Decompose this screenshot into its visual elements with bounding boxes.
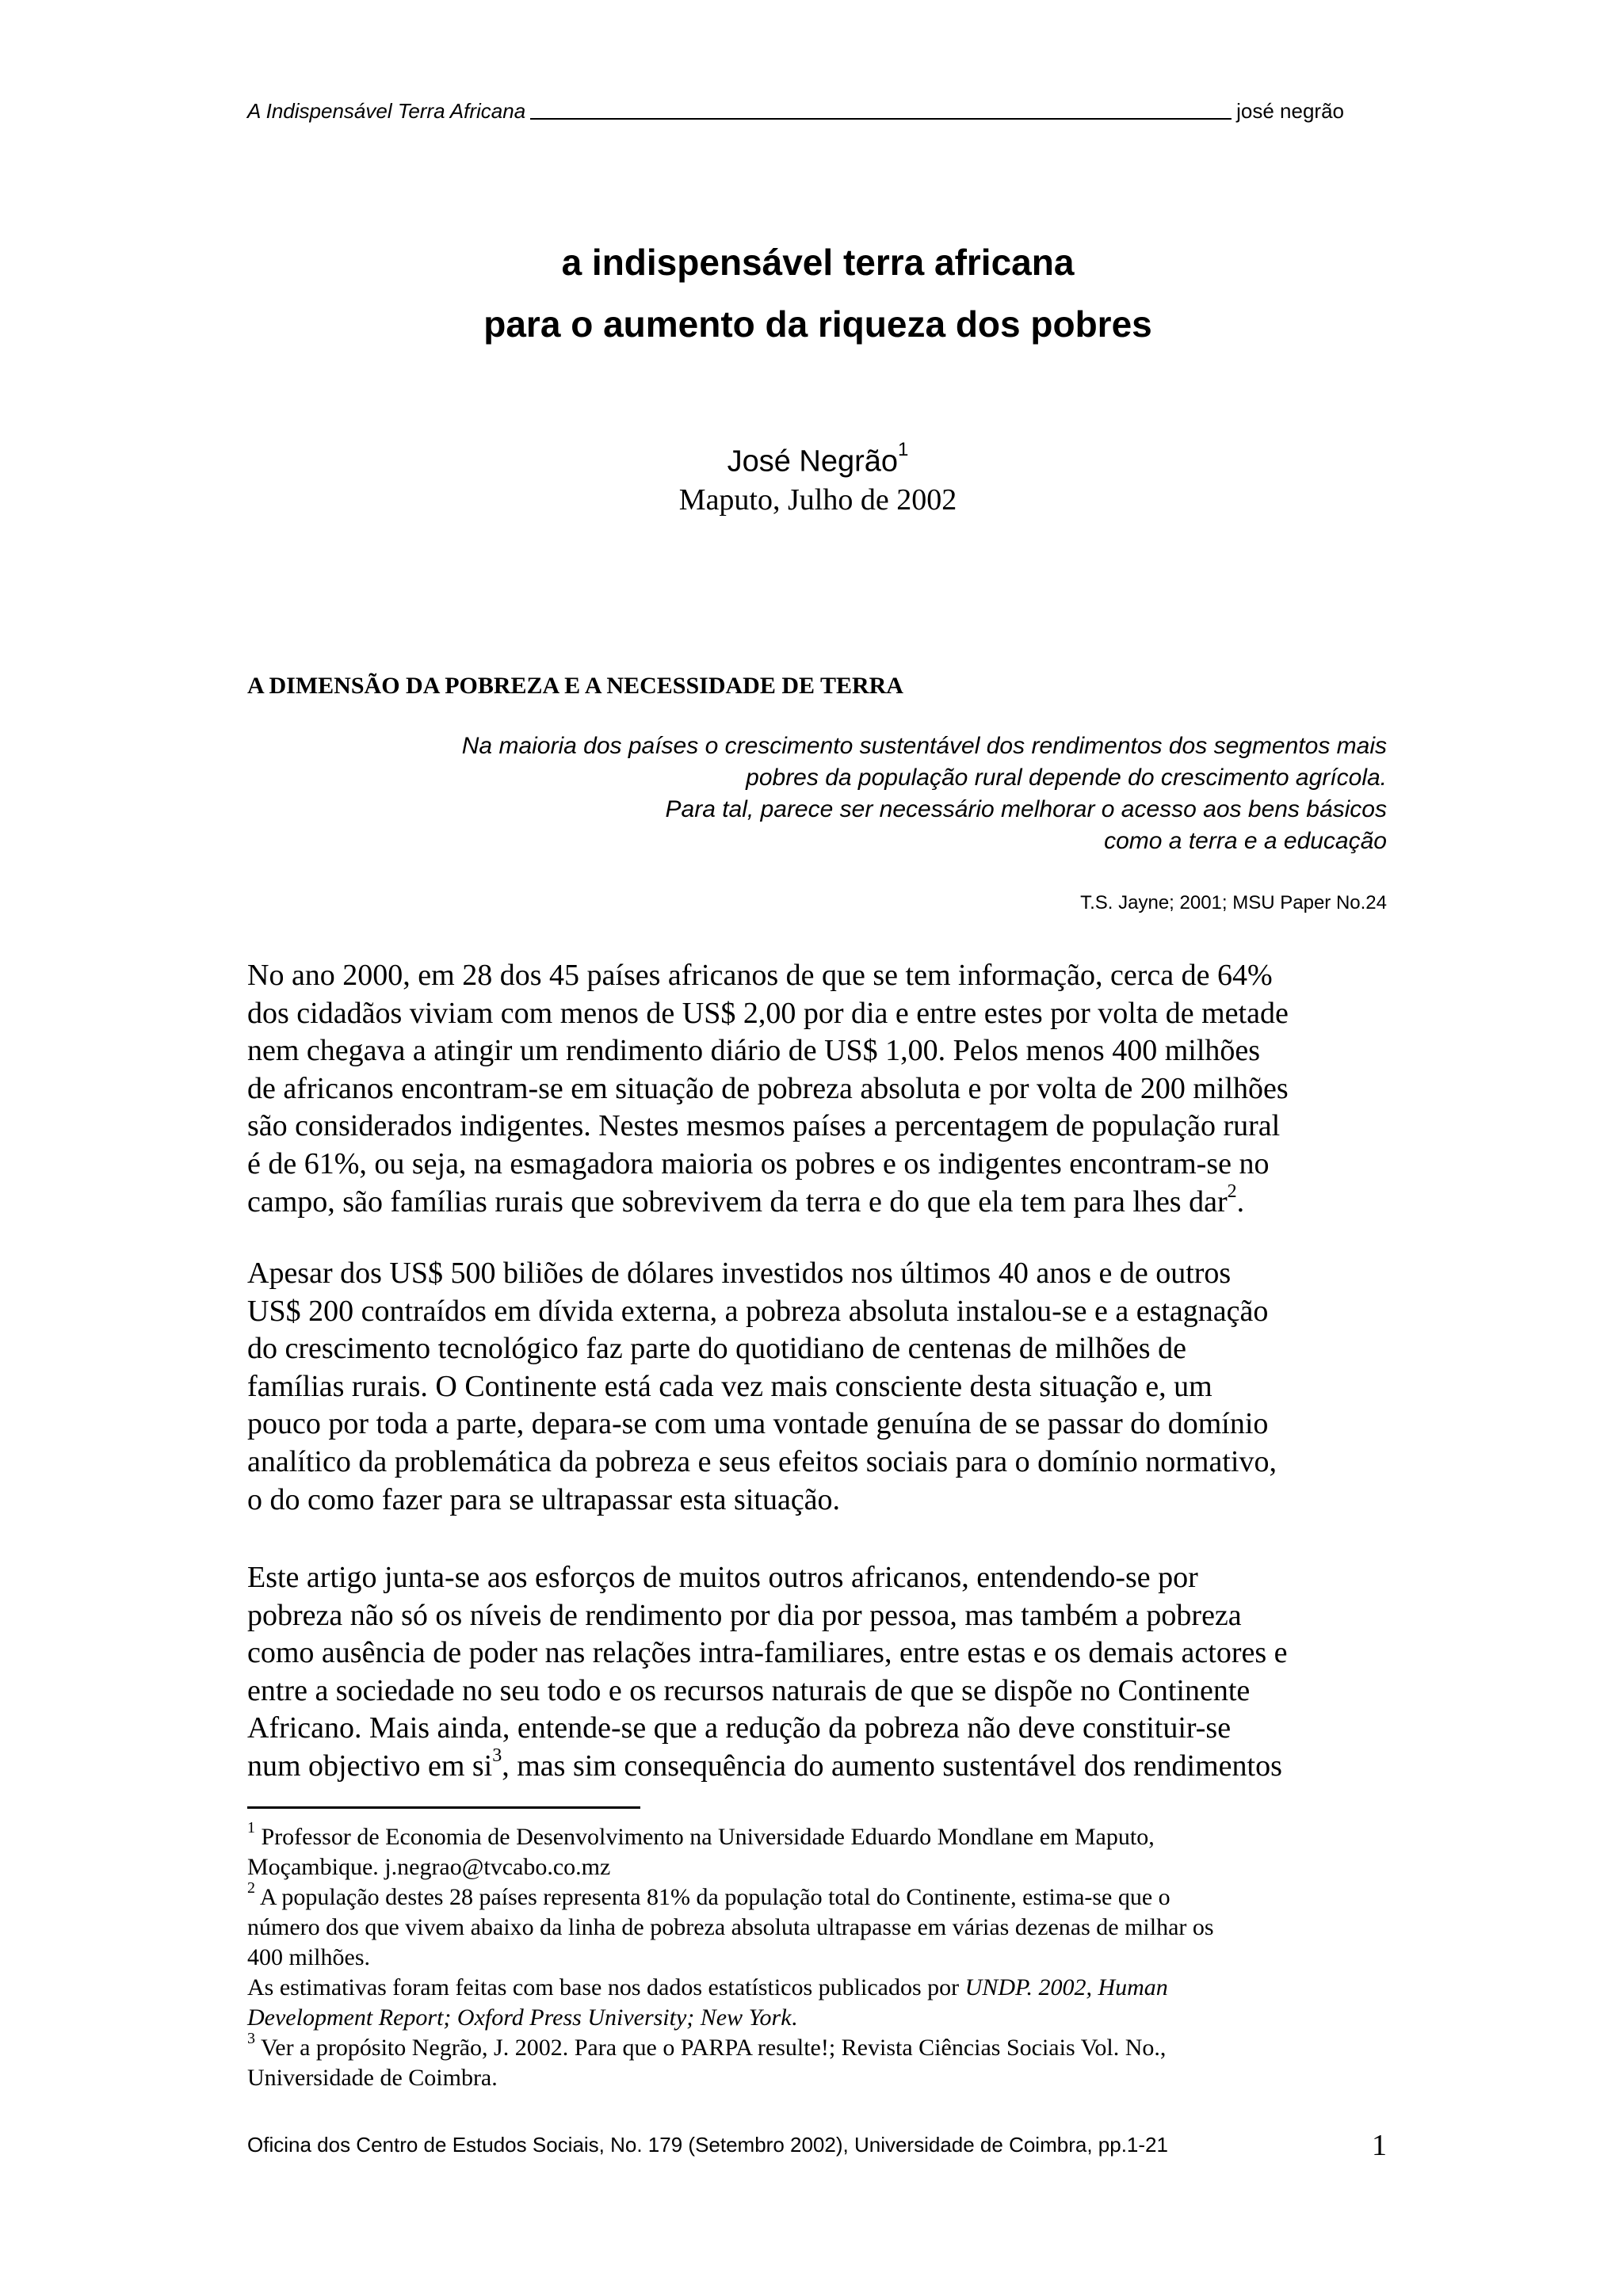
footnote-2: [247, 1879, 1388, 1913]
footnote-text-line: [247, 2003, 1388, 2033]
paragraph-line: de africanos encontram-se em situação de pobreza absoluta e por volta de 200 milhões: [247, 1071, 1289, 1105]
epigraph-source: T.S. Jayne; 2001; MSU Paper No.24: [1080, 892, 1387, 913]
footnote-number: 2: [247, 1879, 255, 1897]
footnote-citation: Development Report; Oxford Press University; New York: [247, 2004, 792, 2031]
footnote-text-line: [247, 1973, 1388, 2003]
paragraph-line: analítico da problemática da pobreza e seus efeitos sociais para o domínio normativo,: [247, 1444, 1277, 1478]
article-title: [247, 231, 1388, 355]
paragraph-line: pouco por toda a parte, depara-se com uma vontade genuína de se passar do domínio: [247, 1407, 1269, 1441]
paragraph-line: [247, 1180, 1388, 1222]
paragraph-line: são considerados indigentes. Nestes mesmos países a percentagem de população rural: [247, 1109, 1281, 1143]
footnote-3: [247, 2030, 1388, 2063]
paragraph-line: pobreza não só os níveis de rendimento por dia por pessoa, mas também a pobreza: [247, 1598, 1242, 1632]
paragraph-line: dos cidadãos viviam com menos de US$ 2,00 por dia e entre estes por volta de metade: [247, 996, 1289, 1030]
footnote-text: .: [791, 2004, 798, 2031]
author-name: [247, 436, 1388, 481]
footnote-citation: UNDP. 2002, Human: [964, 1974, 1168, 2000]
running-header: [247, 95, 1344, 124]
paragraph-line: como ausência de poder nas relações intra-familiares, entre estas e os demais actores e: [247, 1636, 1288, 1670]
epigraph-line: pobres da população rural depende do crescimento agrícola.: [746, 765, 1387, 791]
paragraph-line: é de 61%, ou seja, na esmagadora maioria os pobres e os indigentes encontram-se no: [247, 1146, 1270, 1180]
running-header-rule: [530, 118, 1232, 120]
paragraph-text: campo, são famílias rurais que sobrevivem da terra e do que ela tem para lhes dar: [247, 1184, 1228, 1219]
paragraph-text: , mas sim consequência do aumento sustentável dos rendimentos: [502, 1749, 1282, 1783]
footnote-text-line: número dos que vivem abaixo da linha de pobreza absoluta ultrapasse em várias dezenas de milhar os: [247, 1914, 1214, 1940]
paragraph-line: US$ 200 contraídos em dívida externa, a pobreza absoluta instalou-se e a estagnação: [247, 1294, 1269, 1328]
paragraph-3: [247, 1559, 1388, 1786]
title-line-1: a indispensável terra africana: [561, 242, 1075, 283]
paragraph-line: Apesar dos US$ 500 biliões de dólares investidos nos últimos 40 anos e de outros: [247, 1257, 1232, 1290]
paragraph-line: [247, 1745, 1388, 1786]
footnote-text: Professor de Economia de Desenvolvimento na Universidade Eduardo Mondlane em Maputo,: [255, 1824, 1155, 1850]
footnote-number: 1: [247, 1819, 255, 1836]
footnotes: [247, 1819, 1388, 2093]
footnote-1: [247, 1819, 1388, 1852]
epigraph: [301, 730, 1387, 857]
author-footnote-ref[interactable]: 1: [898, 439, 909, 460]
footnote-text-line: Moçambique. j.negrao@tvcabo.co.mz: [247, 1854, 611, 1880]
section-heading: A DIMENSÃO DA POBREZA E A NECESSIDADE DE TERRA: [247, 673, 903, 699]
paragraph-line: entre a sociedade no seu todo e os recursos naturais de que se dispõe no Continente: [247, 1673, 1251, 1707]
page-footer: Oficina dos Centro de Estudos Sociais, No. 179 (Setembro 2002), Universidade de Coimbra, pp.1-21: [247, 2133, 1168, 2157]
paragraph-1: [247, 957, 1388, 1221]
paragraph-line: Este artigo junta-se aos esforços de muitos outros africanos, entendendo-se por: [247, 1561, 1198, 1594]
paragraph-line: o do como fazer para se ultrapassar esta situação.: [247, 1482, 841, 1516]
running-header-author: josé negrão: [1236, 99, 1344, 123]
paragraph-text: .: [1236, 1184, 1245, 1219]
footnote-number: 3: [247, 2030, 255, 2047]
footnote-text-line: 400 milhões.: [247, 1944, 370, 1970]
paragraph-line: do crescimento tecnológico faz parte do quotidiano de centenas de milhões de: [247, 1332, 1186, 1366]
paragraph-line: famílias rurais. O Continente está cada vez mais consciente desta situação e, um: [247, 1369, 1212, 1403]
paragraph-line: No ano 2000, em 28 dos 45 países africanos de que se tem informação, cerca de 64%: [247, 959, 1273, 992]
footnote-text: As estimativas foram feitas com base nos dados estatísticos publicados por: [247, 1974, 965, 2000]
footnote-ref-3[interactable]: 3: [492, 1745, 502, 1767]
epigraph-line: como a terra e a educação: [1104, 828, 1387, 854]
author-name-text: José Negrão: [727, 444, 899, 479]
page-number: 1: [1372, 2129, 1387, 2162]
paragraph-line: nem chegava a atingir um rendimento diário de US$ 1,00. Pelos menos 400 milhões: [247, 1034, 1261, 1068]
footnote-text-line: Universidade de Coimbra.: [247, 2065, 498, 2091]
paragraph-line: Africano. Mais ainda, entende-se que a redução da pobreza não deve constituir-se: [247, 1711, 1232, 1745]
epigraph-line: Para tal, parece ser necessário melhorar o acesso aos bens básicos: [665, 796, 1387, 822]
epigraph-line: Na maioria dos países o crescimento sustentável dos rendimentos dos segmentos mais: [461, 733, 1387, 759]
footnote-separator: [247, 1806, 640, 1809]
place-date: Maputo, Julho de 2002: [678, 483, 957, 517]
footnote-ref-2[interactable]: 2: [1227, 1180, 1237, 1202]
paragraph-text: num objectivo em si: [247, 1749, 493, 1783]
footnote-text: Ver a propósito Negrão, J. 2002. Para que o PARPA resulte!; Revista Ciências Sociais Vol. No.,: [255, 2035, 1167, 2061]
paragraph-2: [247, 1255, 1388, 1519]
title-line-2: para o aumento da riqueza dos pobres: [483, 303, 1152, 345]
footnote-text: A população destes 28 países representa 81% da população total do Continente, estima-se que o: [255, 1884, 1170, 1910]
running-header-title: A Indispensável Terra Africana: [247, 99, 526, 123]
